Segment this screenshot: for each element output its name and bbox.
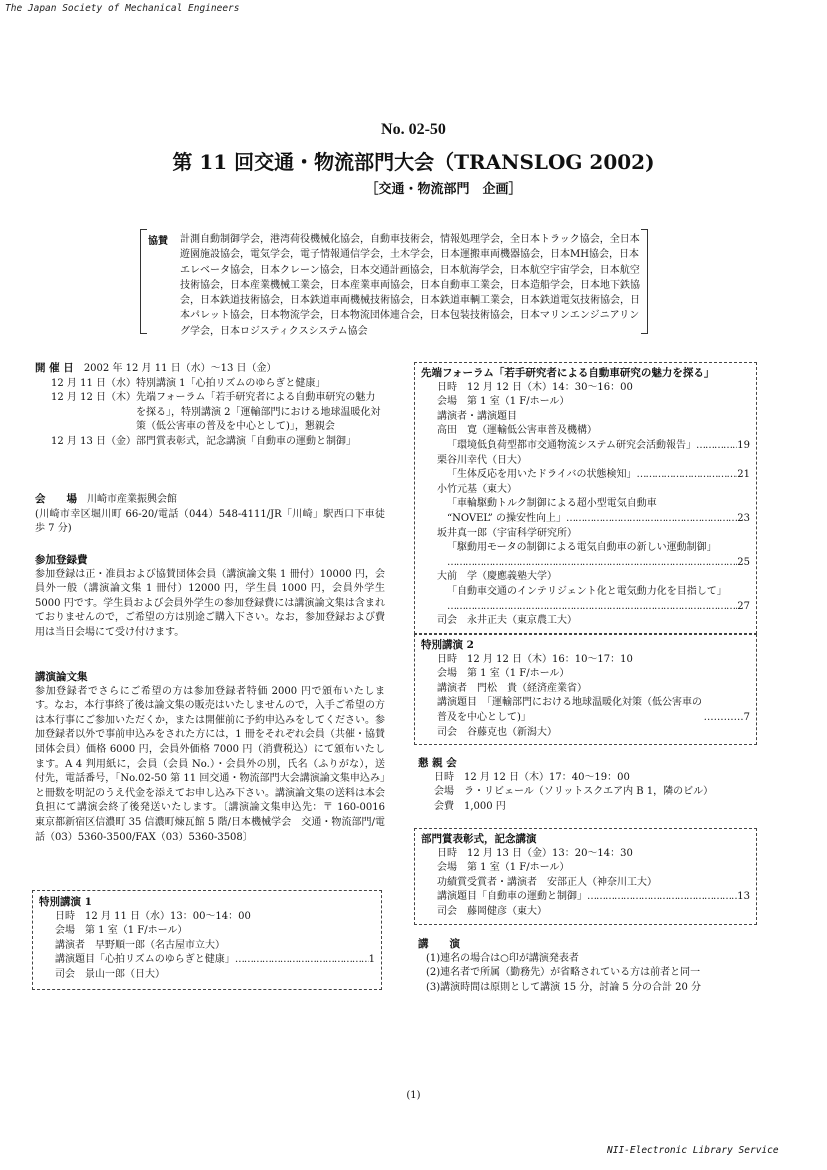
special-lecture-1-place: 会場 第 1 室（1 F/ホール） [55,925,188,937]
sponsor-list: 計測自動制御学会，港湾荷役機械化協会，自動車技術会，情報処理学会，全日本トラック協会，全日本遊園施設協会，電気学会，電子情報通信学会，土木学会，日本運搬車両機器協会，日本MH協会，日本エレベータ協会，日本クレーン協会，日本交通計画協会，日本航海学会，日本航空宇宙学会，日本航空技術協会，日本産業機械工業会，日本産業車両協会，日本自動車工業会，日本造船学会，日本地下鉄協会，日本鉄道技術協会，日本鉄道車両機械技術協会，日本鉄道車輌工業会，日本鉄道電気技術協会，日本パレット協会，日本物流学会，日本物流団体連合会，日本包装技術協会，日本マリンエンジニアリング学会，日本ロジスティクスシステム協会 [180,234,640,337]
forum-topic: 「環境低負荷型都市交通物流システム研究会活動報告」 …………………………………………………………………………………………………………… 19 [421,439,750,454]
proceedings-text: 参加登録者でさらにご希望の方は参加登録者特価 2000 円で頒布いたします。なお，本行事終了後は論文集の販売はいたしませんので，入手ご希望の方は本行事にご参加いただくか，または開催前に予約申込みをしてください。参加登録者以外で事前申込みをされた方には，1 冊をそれぞれ会員（共催・協賛団体会員）価格 6000 円，会員外価格 7000 円（消費税込）にて頒布いたします。A 4 判用紙に，会員（会員 No.）・会員外の別，氏名（ふりがな），送付先，電話番号，｢No.02-50 第 11 回交通・物流部門大会講演論文集申込み｣ と冊数を明記のうえ代金を添えてお申し込み下さい。講演論文集の送料は本会負担にて講演会終了後発送いたします。〔講演論文集申込先：〒 160-0016 東京都新宿区信濃町 35 信濃町煉瓦館 5 階/日本機械学会 交通・物流部門/電話（03）5360-3500/FAX（03）5360-3508〕 [35,685,395,843]
forum-place: 会場 第 1 室（1 F/ホール） [437,396,570,408]
lectures-section [418,937,763,995]
reception-datetime: 日時 12 月 12 日（木）17：40〜19：00 [434,771,630,783]
award-topic: 講演題目「自動車の運動と制御」 …………………………………………………………………………………………………………… 13 [421,890,750,905]
lectures-note: (1)連名の場合は○印が講演発表者 [426,952,579,964]
forum-topic: 「生体反応を用いたドライバの状態検知」 …………………………………………………………………………………………………………… 21 [421,468,750,483]
fee-label: 参加登録費 [35,554,88,566]
special-lecture-1-title: 特別講演 1 [39,896,92,908]
special-lecture-2-topic: 講演題目 「運輸部門における地球温暖化対策（低公害車の普及を中心として)」 …………7 [437,697,750,723]
forum-section: 講演者・講演題目 [437,410,517,422]
reception-section [418,756,758,814]
forum-topic-page: …………………………………………………………………………………………………………… 25 [421,556,750,571]
special-lecture-2-place: 会場 第 1 室（1 F/ホール） [437,668,570,680]
right-bracket [641,229,648,334]
forum-topic: 「駆動用モータの制御による電気自動車の新しい運動制御」 [447,542,717,554]
forum-chair: 司会 永井正夫（東京農工大） [437,615,577,627]
forum-speaker: 栗谷川幸代（日大） [437,454,527,466]
date-row: 12 月 13 日（金） 部門賞表彰式，記念講演「自動車の運動と制御」 [51,435,356,447]
page-subtitle: ［交通・物流部門 企画］ [365,182,522,197]
special-lecture-2-box [414,634,757,745]
special-lecture-1-topic: 講演題目「心拍リズムのゆらぎと健康」 …………………………………………………………………………………………………………… 1 [39,953,375,968]
dates-label: 開 催 日 [35,362,74,374]
fee-section [35,553,385,641]
forum-title: 先端フォーラム「若手研究者による自動車研究の魅力を探る」 [421,367,715,379]
page-number: (1) [406,1090,421,1101]
left-bracket [140,229,147,334]
special-lecture-1-box [32,890,382,990]
lectures-title: 講 演 [418,938,460,950]
forum-speaker: 高田 寛（運輸低公害車普及機構） [437,425,597,437]
library-service-footer: NII-Electronic Library Service [607,1145,779,1156]
award-place: 会場 第 1 室（1 F/ホール） [437,862,570,874]
reception-fee: 会費 1,000 円 [434,800,506,812]
special-lecture-2-speaker: 講演者 門松 貴（経済産業省） [437,682,587,694]
special-lecture-2-datetime: 日時 12 月 12 日（木）16：10〜17：10 [437,653,633,665]
forum-speaker: 大前 学（慶應義塾大学） [437,571,557,583]
sponsor-box [140,229,648,337]
forum-box [414,362,757,634]
society-header: The Japan Society of Mechanical Engineers [5,3,240,14]
award-box [414,828,757,925]
venue-section [35,492,385,537]
special-lecture-1-datetime: 日時 12 月 11 日（水）13：00〜14：00 [55,910,251,922]
fee-text: 参加登録は正・准員および協賛団体会員（講演論文集 1 冊付）10000 円，会員外一般（講演論文集 1 冊付）12000 円，学生員 1000 円，会員外学生 5000 円です。学生員および会員外学生の参加登録費には講演論文集は含まれておりませんので，ご希望の方は別途ご購入下さい。なお，参加登録および費用は当日会場にて受け付けます。 [35,568,385,638]
special-lecture-1-speaker: 講演者 早野順一郎（名古屋市立大） [55,939,225,951]
forum-datetime: 日時 12 月 12 日（木）14：30〜16：00 [437,381,633,393]
forum-speaker: 小竹元基（東大） [437,483,517,495]
special-lecture-2-chair: 司会 谷藤克也（新潟大） [437,726,557,738]
document-number: No. 02-50 [381,121,446,138]
forum-topic: “NOVEL” の操安性向上」 …………………………………………………………………………………………………………… 23 [421,512,750,527]
award-title: 部門賞表彰式，記念講演 [421,833,537,845]
date-row: 12 月 12 日（木） 先端フォーラム「若手研究者による自動車研究の魅力を探る」，特別講演 2「運輸部門における地球温暖化対策（低公害車の普及を中心として)」，懇親会 [51,392,381,433]
venue-detail: (川崎市幸区堀川町 66-20/電話（044）548-4111/JR「川崎」駅西口下車徒歩 7 分) [35,508,385,535]
special-lecture-1-chair: 司会 景山一郎（日大） [55,968,165,980]
dates-section [35,361,385,450]
lectures-note: (2)連名者で所属（勤務先）が省略されている方は前者と同一 [426,967,701,979]
special-lecture-2-title: 特別講演 2 [421,639,474,651]
proceedings-label: 講演論文集 [35,671,88,683]
venue-name: 川崎市産業振興会館 [87,494,177,505]
lectures-note: (3)講演時間は原則として講演 15 分，討論 5 分の合計 20 分 [426,981,702,993]
award-datetime: 日時 12 月 13 日（金）13：20〜14：30 [437,847,633,859]
reception-title: 懇 親 会 [418,757,457,769]
venue-label: 会 場 [35,493,77,505]
proceedings-section [35,670,395,845]
forum-topic-page: …………………………………………………………………………………………………………… 27 [421,600,750,615]
forum-topic: 「自動車交通のインテリジェント化と電気動力化を目指して」 [447,585,727,597]
award-speaker: 功績賞受賞者・講演者 安部正人（神奈川工大） [437,876,657,888]
date-row: 12 月 11 日（水） 特別講演 1「心拍リズムのゆらぎと健康」 [51,377,326,389]
forum-topic: 「車輪駆動トルク制御による超小型電気自動車 [447,498,657,510]
award-chair: 司会 藤岡健彦（東大） [437,905,547,917]
forum-speaker: 坂井真一郎（宇宙科学研究所） [437,527,577,539]
sponsor-label: 協賛 [148,236,168,247]
reception-place: 会場 ラ・リビェール（ソリットスクエア内 B 1，隣のビル） [434,786,714,798]
page-title: 第 11 回交通・物流部門大会（TRANSLOG 2002) [172,150,655,174]
dates-range: 2002 年 12 月 11 日（水）〜13 日（金） [83,363,277,374]
